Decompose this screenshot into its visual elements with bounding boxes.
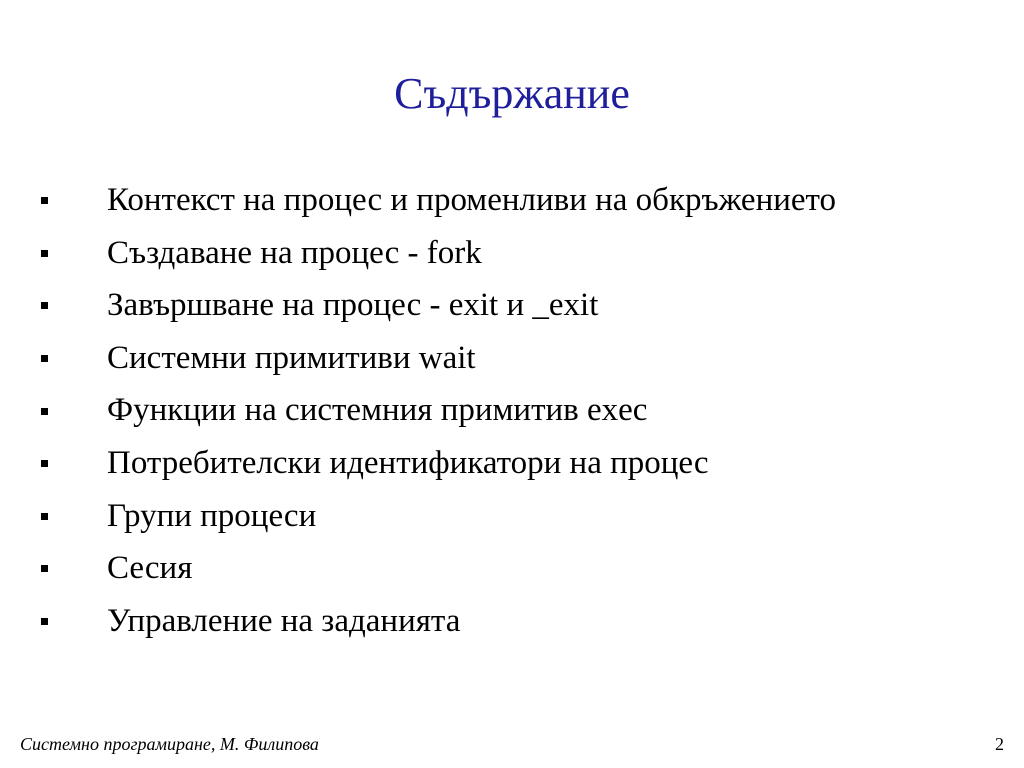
bullet-item (0, 384, 1024, 437)
bullet-text: Групи процеси (107, 497, 317, 534)
bullet-text: Потребителски идентификатори на процес (107, 444, 709, 481)
square-bullet-icon (41, 302, 48, 309)
bullet-list (0, 174, 1024, 647)
footer-page-number: 2 (995, 734, 1004, 754)
square-bullet-icon (41, 460, 48, 467)
bullet-item (0, 227, 1024, 280)
square-bullet-icon (41, 513, 48, 520)
square-bullet-icon (41, 355, 48, 362)
bullet-item (0, 542, 1024, 595)
square-bullet-icon (41, 565, 48, 572)
bullet-item (0, 595, 1024, 648)
square-bullet-icon (41, 618, 48, 625)
footer-course-author: Системно програмиране, М. Филипова (20, 734, 319, 754)
bullet-item (0, 332, 1024, 385)
bullet-text: Сесия (107, 550, 193, 587)
bullet-text: Системни примитиви wait (107, 339, 476, 376)
square-bullet-icon (41, 197, 48, 204)
square-bullet-icon (41, 408, 48, 415)
bullet-text: Управление на заданията (107, 602, 461, 639)
bullet-item (0, 437, 1024, 490)
bullet-item (0, 490, 1024, 543)
bullet-text: Функции на системния примитив exec (107, 392, 648, 429)
bullet-text: Създаване на процес - fork (107, 234, 482, 271)
square-bullet-icon (41, 250, 48, 257)
bullet-item (0, 174, 1024, 227)
bullet-text: Завършване на процес - exit и _exit (107, 287, 599, 324)
bullet-text: Контекст на процес и променливи на обкръжението (107, 182, 837, 218)
bullet-item (0, 279, 1024, 332)
slide-title: Съдържание (394, 69, 630, 118)
